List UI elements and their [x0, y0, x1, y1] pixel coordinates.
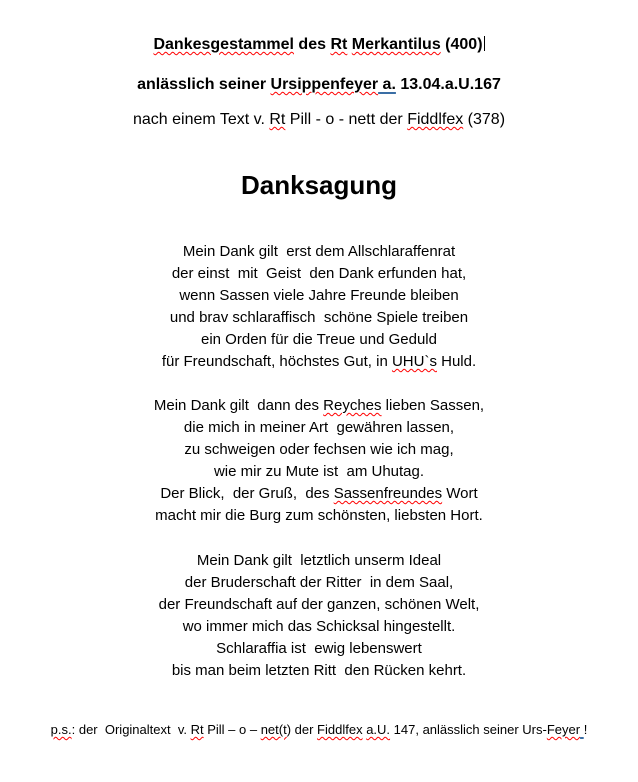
poem-stanza-1	[0, 241, 638, 373]
text-segment: Mein Dank gilt letztlich unserm Ideal	[196, 552, 442, 569]
text-segment: bis man beim letzten Ritt den Rücken kehrt.	[171, 662, 467, 679]
header-line-2-text	[137, 76, 501, 93]
poem-line	[0, 351, 638, 373]
text-segment: wo immer mich das Schicksal hingestellt.	[182, 618, 456, 635]
poem-line	[0, 329, 638, 351]
spellcheck-underlined-text: Merkantilus	[351, 36, 441, 53]
text-segment: wie mir zu Mute ist am Uhutag.	[213, 463, 425, 480]
text-segment: und brav schlaraffisch schöne Spiele treiben	[169, 309, 469, 326]
poem-line	[0, 505, 638, 527]
header-line-3	[0, 111, 638, 129]
header-line-1	[0, 36, 638, 54]
spellcheck-underlined-text: Fiddlfex	[317, 722, 363, 737]
grammar-underlined-text: a.	[378, 76, 396, 93]
poem-line	[0, 307, 638, 329]
text-segment: der einst mit Geist den Dank erfunden hat,	[171, 265, 467, 282]
spellcheck-underlined-text: Dankesgestammel	[153, 36, 294, 53]
spellcheck-underlined-text: UHU`s	[391, 353, 437, 370]
postscript-line	[0, 722, 638, 738]
poem-line	[0, 660, 638, 682]
text-segment: die mich in meiner Art gewähren lassen,	[183, 419, 455, 436]
poem-line	[0, 417, 638, 439]
text-segment: wenn Sassen viele Jahre Freunde bleiben	[179, 287, 459, 304]
header-line-2	[0, 76, 638, 94]
text-segment: (378)	[463, 111, 506, 128]
page-title: Danksagung	[240, 170, 398, 200]
text-segment: der Bruderschaft der Ritter in dem Saal,	[184, 574, 454, 591]
text-segment: : der Originaltext v.	[71, 722, 191, 737]
poem-line	[0, 638, 638, 660]
postscript-text	[51, 722, 588, 737]
text-segment: Mein Dank gilt erst dem Allschlaraffenrat	[182, 243, 456, 260]
text-cursor	[484, 36, 485, 51]
poem-line	[0, 263, 638, 285]
text-segment: lieben Sassen,	[381, 397, 485, 414]
spellcheck-underlined-text: Rt	[330, 36, 348, 53]
spellcheck-underlined-text: Sassenfreundes	[333, 485, 443, 502]
poem-stanza-3	[0, 550, 638, 682]
text-segment: zu schweigen oder fechsen wie ich mag,	[184, 441, 454, 458]
poem-stanza-2	[0, 395, 638, 527]
poem-line	[0, 439, 638, 461]
text-segment: Huld.	[436, 353, 477, 370]
text-segment: Pill – o –	[203, 722, 261, 737]
spellcheck-underlined-text: Rt	[190, 722, 204, 737]
text-segment: ) der	[286, 722, 318, 737]
poem-line	[0, 461, 638, 483]
spellcheck-underlined-text: Ursippenfeyer	[270, 76, 379, 93]
text-segment: der Freundschaft auf der ganzen, schönen Welt,	[158, 596, 480, 613]
text-segment: !	[583, 722, 588, 737]
poem-line	[0, 550, 638, 572]
spellcheck-underlined-text: Reyches	[323, 397, 382, 414]
poem-line	[0, 616, 638, 638]
text-segment: Pill - o - nett der	[285, 111, 408, 128]
text-segment: Der Blick, der Gruß, des	[160, 485, 334, 502]
poem-line	[0, 241, 638, 263]
text-segment: Mein Dank gilt dann des	[153, 397, 324, 414]
poem-line	[0, 483, 638, 505]
text-segment: Wort	[442, 485, 478, 502]
poem-line	[0, 395, 638, 417]
text-segment: 147, anlässlich seiner Urs-	[390, 722, 547, 737]
spellcheck-underlined-text: net(t	[260, 722, 287, 737]
poem-line	[0, 572, 638, 594]
spellcheck-underlined-text: Fiddlfex	[407, 111, 464, 128]
poem-line	[0, 285, 638, 307]
spellcheck-underlined-text: p.s.	[50, 722, 72, 737]
header-line-1-text	[153, 36, 482, 53]
text-segment: nach einem Text v.	[132, 111, 270, 128]
text-segment: ein Orden für die Treue und Geduld	[201, 331, 437, 348]
text-segment: (400)	[440, 36, 483, 53]
text-segment: macht mir die Burg zum schönsten, liebsten Hort.	[155, 507, 483, 524]
poem-line	[0, 594, 638, 616]
text-segment: für Freundschaft, höchstes Gut, in	[161, 353, 392, 370]
spellcheck-underlined-text: a.U.	[366, 722, 391, 737]
text-segment: Schlaraffia ist ewig lebenswert	[216, 640, 422, 657]
header-line-3-text	[133, 111, 505, 128]
text-segment: anlässlich seiner	[137, 76, 271, 93]
spellcheck-underlined-text: Rt	[269, 111, 286, 128]
spellcheck-underlined-text: Feyer	[546, 722, 581, 737]
text-segment: des	[293, 36, 331, 53]
text-segment: 13.04.a.U.167	[395, 76, 501, 93]
